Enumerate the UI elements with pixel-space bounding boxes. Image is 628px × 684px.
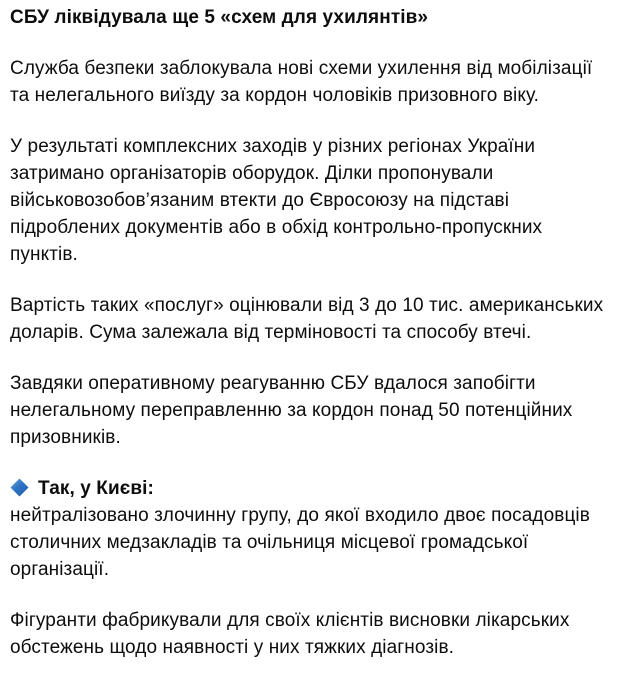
section-heading-text: Так, у Києві: xyxy=(38,478,154,499)
paragraph-prevented: Завдяки оперативному реагуванню СБУ вдалося запобігти нелегальному переправленню за кордон понад 50 потенційних призовників. xyxy=(10,373,573,448)
article-title: СБУ ліквідувала ще 5 «схем для ухилянтів» xyxy=(10,7,429,28)
paragraph-lead: Служба безпеки заблокувала нові схеми ухилення від мобілізації та нелегального виїзду за кордон чоловіків призовного віку. xyxy=(10,58,593,106)
kyiv-section-heading-line xyxy=(10,475,614,502)
blue-diamond-icon xyxy=(10,478,29,497)
paragraph-detentions: У результаті комплексних заходів у різних регіонах України затримано організаторів оборудок. Ділки пропонували військовозобов’язаним втекти до Євросоюзу на підставі підроблених документів або в обхід контрольно-пропускних пунктів. xyxy=(10,136,543,265)
paragraph-closing: Фігуранти фабрикували для своїх клієнтів висновки лікарських обстежень щодо наявності у них тяжких діагнозів. xyxy=(10,610,570,658)
paragraph-price: Вартість таких «послуг» оцінювали від 3 до 10 тис. американських доларів. Сума залежала від терміновості та способу втечі. xyxy=(10,295,604,343)
kyiv-section xyxy=(10,475,614,583)
section-body-text: нейтралізовано злочинну групу, до якої входило двоє посадовців столичних медзакладів та очільниця місцевої громадської організації. xyxy=(10,505,590,580)
